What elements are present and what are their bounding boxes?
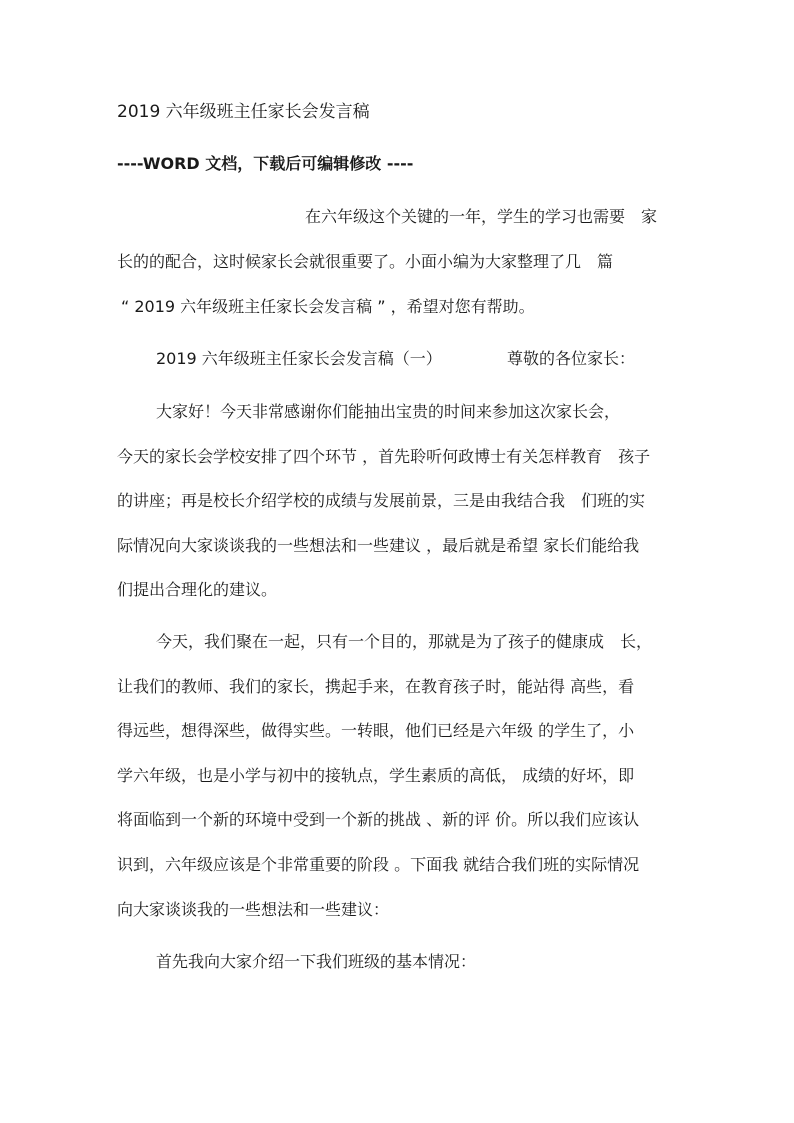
- paragraph-line: 将面临到一个新的环境中受到一个新的挑战 、新的评 价。所以我们应该认: [117, 810, 640, 829]
- paragraph-line: 得远些，想得深些，做得实些。一转眼，他们已经是六年级 的学生了，小: [117, 721, 635, 740]
- intro-line: 长的的配合，这时候家长会就很重要了。小面小编为大家整理了几 篇: [117, 252, 614, 271]
- document-title: 2019 六年级班主任家长会发言稿: [117, 102, 370, 122]
- paragraph-line: 的讲座；再是校长介绍学校的成绩与发展前景，三是由我结合我 们班的实: [117, 491, 646, 510]
- paragraph-line: 们提出合理化的建议。: [117, 580, 278, 599]
- greeting: 尊敬的各位家长：: [507, 349, 636, 368]
- paragraph-line: 大家好！今天非常感谢你们能抽出宝贵的时间来参加这次家长会，: [156, 402, 621, 421]
- paragraph-line: 识到，六年级应该是个非常重要的阶段 。下面我 就结合我们班的实际情况: [117, 855, 640, 874]
- paragraph-line: 际情况向大家谈谈我的一些想法和一些建议 ，最后就是希望 家长们能给我: [117, 536, 640, 555]
- paragraph-line: 让我们的教师、我们的家长，携起手来，在教育孩子时，能站得 高些，看: [117, 677, 635, 696]
- paragraph-line: 今天，我们聚在一起，只有一个目的，那就是为了孩子的健康成 长，: [156, 632, 653, 651]
- section-heading: 2019 六年级班主任家长会发言稿（一）: [156, 349, 442, 368]
- paragraph-line: 学六年级，也是小学与初中的接轨点，学生素质的高低， 成绩的好坏，即: [117, 766, 635, 785]
- paragraph-line: 今天的家长会学校安排了四个环节 ，首先聆听何政博士有关怎样教育 孩子: [117, 447, 651, 466]
- paragraph-line: 向大家谈谈我的一些想法和一些建议：: [117, 900, 390, 919]
- intro-line: 在六年级这个关键的一年，学生的学习也需要 家: [305, 207, 658, 226]
- intro-line: “ 2019 六年级班主任家长会发言稿 ” ，希望对您有帮助。: [121, 297, 535, 316]
- paragraph-line: 首先我向大家介绍一下我们班级的基本情况：: [156, 952, 477, 971]
- document-subtitle: [117, 153, 413, 175]
- subtitle-text: ----WORD 文档，下载后可编辑修改 ----: [117, 154, 414, 173]
